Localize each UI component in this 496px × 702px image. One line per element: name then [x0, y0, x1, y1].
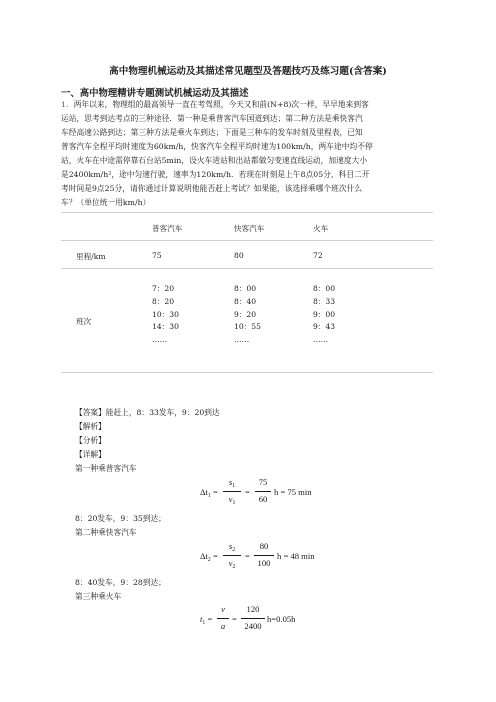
departure-time: 8：00 — [313, 284, 336, 293]
eq1-num-val: 75 — [258, 477, 268, 487]
departure-time: 14：30 — [152, 322, 179, 332]
question-line: 站，火车在中途需停靠石台站5min，设火车进站和出站都做匀变速直线运动，加速度大小 — [61, 156, 368, 165]
table-rule — [61, 240, 433, 241]
departure-time: 8：20 — [152, 296, 175, 306]
step2-result: 8：40发车，9：28到达； — [75, 578, 166, 587]
eq2-den-val: 100 — [257, 558, 271, 568]
schedule-express — [234, 283, 261, 347]
header-express: 快客汽车 — [234, 224, 265, 233]
step1-label: 第一种乘普客汽车 — [75, 464, 137, 473]
fraction-bar — [223, 555, 241, 556]
eq1-lhs: $\Delta t_1$ = — [200, 487, 218, 499]
schedule-label: 班次 — [76, 317, 92, 326]
schedule-train — [313, 283, 335, 347]
eq2-result: h = 48 min — [277, 551, 315, 561]
distance-train: 72 — [313, 251, 323, 260]
departure-time: …… — [234, 335, 250, 345]
fraction-bar — [223, 491, 241, 492]
question-line: 考时间是9点25分，请你通过计算说明他能否赶上考试？如果能，该选择乘哪个班次什么 — [61, 184, 363, 193]
table-rule — [61, 212, 433, 213]
eq3-den-val: 2400 — [244, 621, 262, 631]
section-heading: 一、高中物理精讲专题测试机械运动及其描述 — [61, 88, 249, 99]
departure-time: 9：20 — [234, 309, 257, 319]
table-rule — [61, 268, 433, 269]
eq1-den-val: 60 — [258, 494, 268, 504]
eq1-den-var: $v_1$ — [228, 494, 236, 506]
detail-label: 【详解】 — [75, 450, 106, 459]
eq2-den-var: $v_2$ — [228, 558, 236, 570]
departure-time: 10：55 — [234, 322, 261, 332]
departure-time: 9：00 — [313, 309, 336, 319]
eq2-lhs: $\Delta t_2$ = — [200, 551, 218, 563]
eq3-num-var: v — [221, 604, 225, 614]
header-bus: 普客汽车 — [152, 224, 183, 233]
eq1-result: h = 75 min — [274, 487, 312, 497]
distance-express: 80 — [234, 251, 244, 260]
fenxi-label: 【分析】 — [75, 436, 106, 445]
distance-bus: 75 — [152, 251, 162, 260]
distance-label: 里程/km — [76, 252, 106, 261]
departure-time: 8：40 — [234, 296, 257, 306]
fraction-bar — [255, 491, 271, 492]
question-line: 普客汽车全程平均时速度为60km/h，快客汽车全程平均时速为100km/h，两车途中均不停 — [61, 142, 373, 151]
eq3-den-var: a — [220, 621, 226, 631]
table-rule — [61, 372, 433, 373]
departure-time: 7：20 — [152, 284, 175, 293]
question-line: 运站，思考到达考点的三种途径．第一种是乘普客汽车国道到达；第二种方法是乘快客汽 — [61, 114, 363, 123]
answer-line: 【答案】能赶上，8：33发车，9：20到达 — [75, 408, 220, 417]
equals-sign: = — [245, 551, 250, 561]
analysis-label: 【解析】 — [75, 422, 106, 431]
eq2-num-var: $s_2$ — [228, 541, 236, 553]
eq2-num-val: 80 — [259, 541, 269, 551]
fraction-bar — [241, 618, 265, 619]
equals-sign: = — [232, 614, 237, 624]
schedule-bus — [152, 283, 179, 347]
question-line: 车经高速公路到达；第三种方法是乘火车到达；下面是三种车的发车时刻及里程表，已知 — [61, 128, 363, 137]
eq3-lhs: $t_1$ = — [200, 614, 213, 626]
question-line: 车？（单位统一用km/h） — [61, 198, 151, 207]
departure-time: 10：30 — [152, 309, 179, 319]
page-title: 高中物理机械运动及其描述常见题型及答题技巧及练习题(含答案) — [109, 66, 387, 77]
eq1-num-var: $s_1$ — [228, 477, 236, 489]
step2-label: 第二种乘快客汽车 — [75, 528, 137, 537]
question-line: 是2400km/h²，途中匀速行驶，速率为120km/h．若现在时刻是上午8点05分，科目二开 — [61, 170, 370, 179]
equals-sign: = — [245, 487, 250, 497]
fraction-bar — [217, 618, 229, 619]
departure-time: 8：33 — [313, 296, 336, 306]
departure-time: 9：43 — [313, 322, 336, 332]
header-train: 火车 — [313, 224, 329, 233]
step1-result: 8：20发车，9：35到达； — [75, 514, 166, 523]
departure-time: 8：00 — [234, 284, 257, 293]
departure-time: …… — [313, 335, 329, 345]
step3-label: 第三种乘火车 — [75, 592, 122, 601]
question-number: 1． — [61, 100, 74, 109]
eq3-num-val: 120 — [246, 604, 260, 614]
question-line: 1．两年以来，物理组的最高领导一直在考驾照，今天又和前(N+8)次一样，早早地来到客 — [61, 100, 369, 109]
departure-time: …… — [152, 335, 168, 345]
eq3-result: h=0.05h — [267, 614, 296, 624]
fraction-bar — [254, 555, 274, 556]
